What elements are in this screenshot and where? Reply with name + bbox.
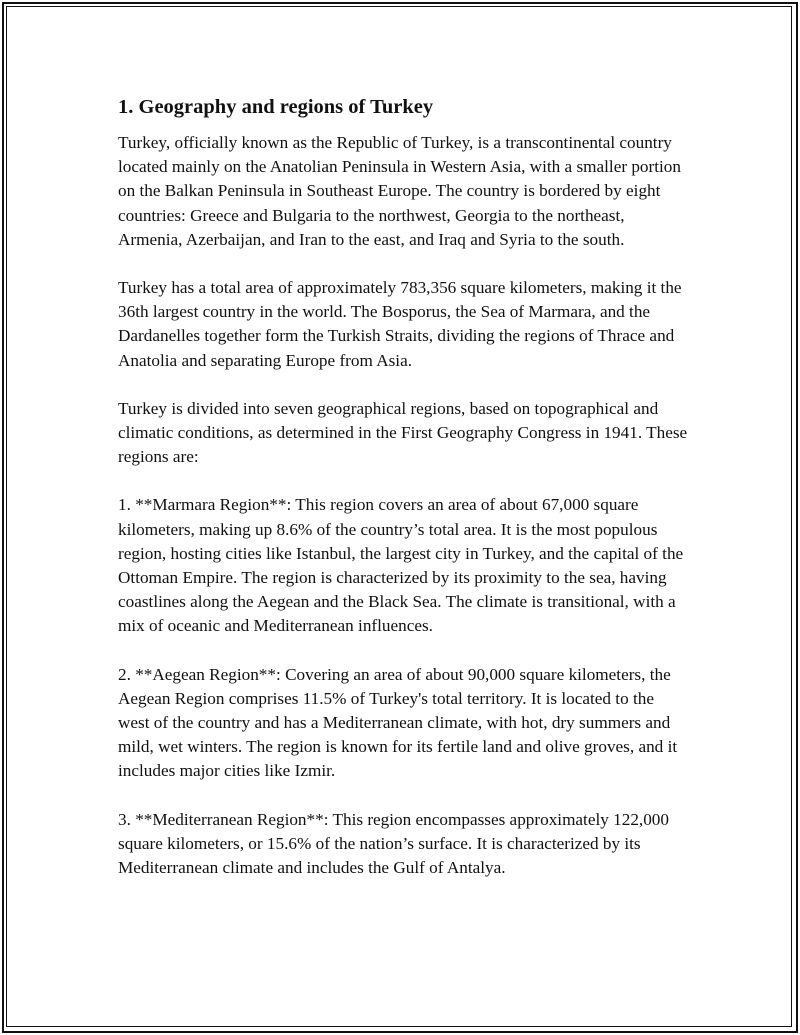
- paragraph-marmara-region: 1. **Marmara Region**: This region covers an area of about 67,000 square kilometers, making up 8.6% of the country’s total area. It is the most populous region, hosting cities like Istanbul, the largest city in Turkey, and the capital of the Ottoman Empire. The region is characterized by its proximity to the sea, having coastlines along the Aegean and the Black Sea. The climate is transitional, with a mix of oceanic and Mediterranean influences.: [118, 495, 684, 636]
- document-body: [118, 94, 688, 904]
- section-title: 1. Geography and regions of Turkey: [118, 96, 434, 118]
- paragraph-mediterranean-region: 3. **Mediterranean Region**: This region encompasses approximately 122,000 square kilometers, or 15.6% of the nation’s surface. It is characterized by its Mediterranean climate and includes the Gulf of Antalya.: [118, 809, 669, 878]
- paragraph-area: Turkey has a total area of approximately 783,356 square kilometers, making it the 36th largest country in the world. The Bosporus, the Sea of Marmara, and the Dardanelles together form the Turkish Straits, dividing the regions of Thrace and Anatolia and separating Europe from Asia.: [118, 278, 682, 370]
- paragraph-overview: Turkey, officially known as the Republic of Turkey, is a transcontinental country located mainly on the Anatolian Peninsula in Western Asia, with a smaller portion on the Balkan Peninsula in Southeast Europe. The country is bordered by eight countries: Greece and Bulgaria to the northwest, Georgia to the northeast, Armenia, Azerbaijan, and Iran to the east, and Iraq and Syria to the south.: [118, 133, 681, 249]
- paragraph-aegean-region: 2. **Aegean Region**: Covering an area of about 90,000 square kilometers, the Aegean Region comprises 11.5% of Turkey's total territory. It is located to the west of the country and has a Mediterranean climate, with hot, dry summers and mild, wet winters. The region is known for its fertile land and olive groves, and it includes major cities like Izmir.: [118, 664, 678, 781]
- paragraph-regions-intro: Turkey is divided into seven geographical regions, based on topographical and climatic conditions, as determined in the First Geography Congress in 1941. These regions are:: [118, 398, 688, 467]
